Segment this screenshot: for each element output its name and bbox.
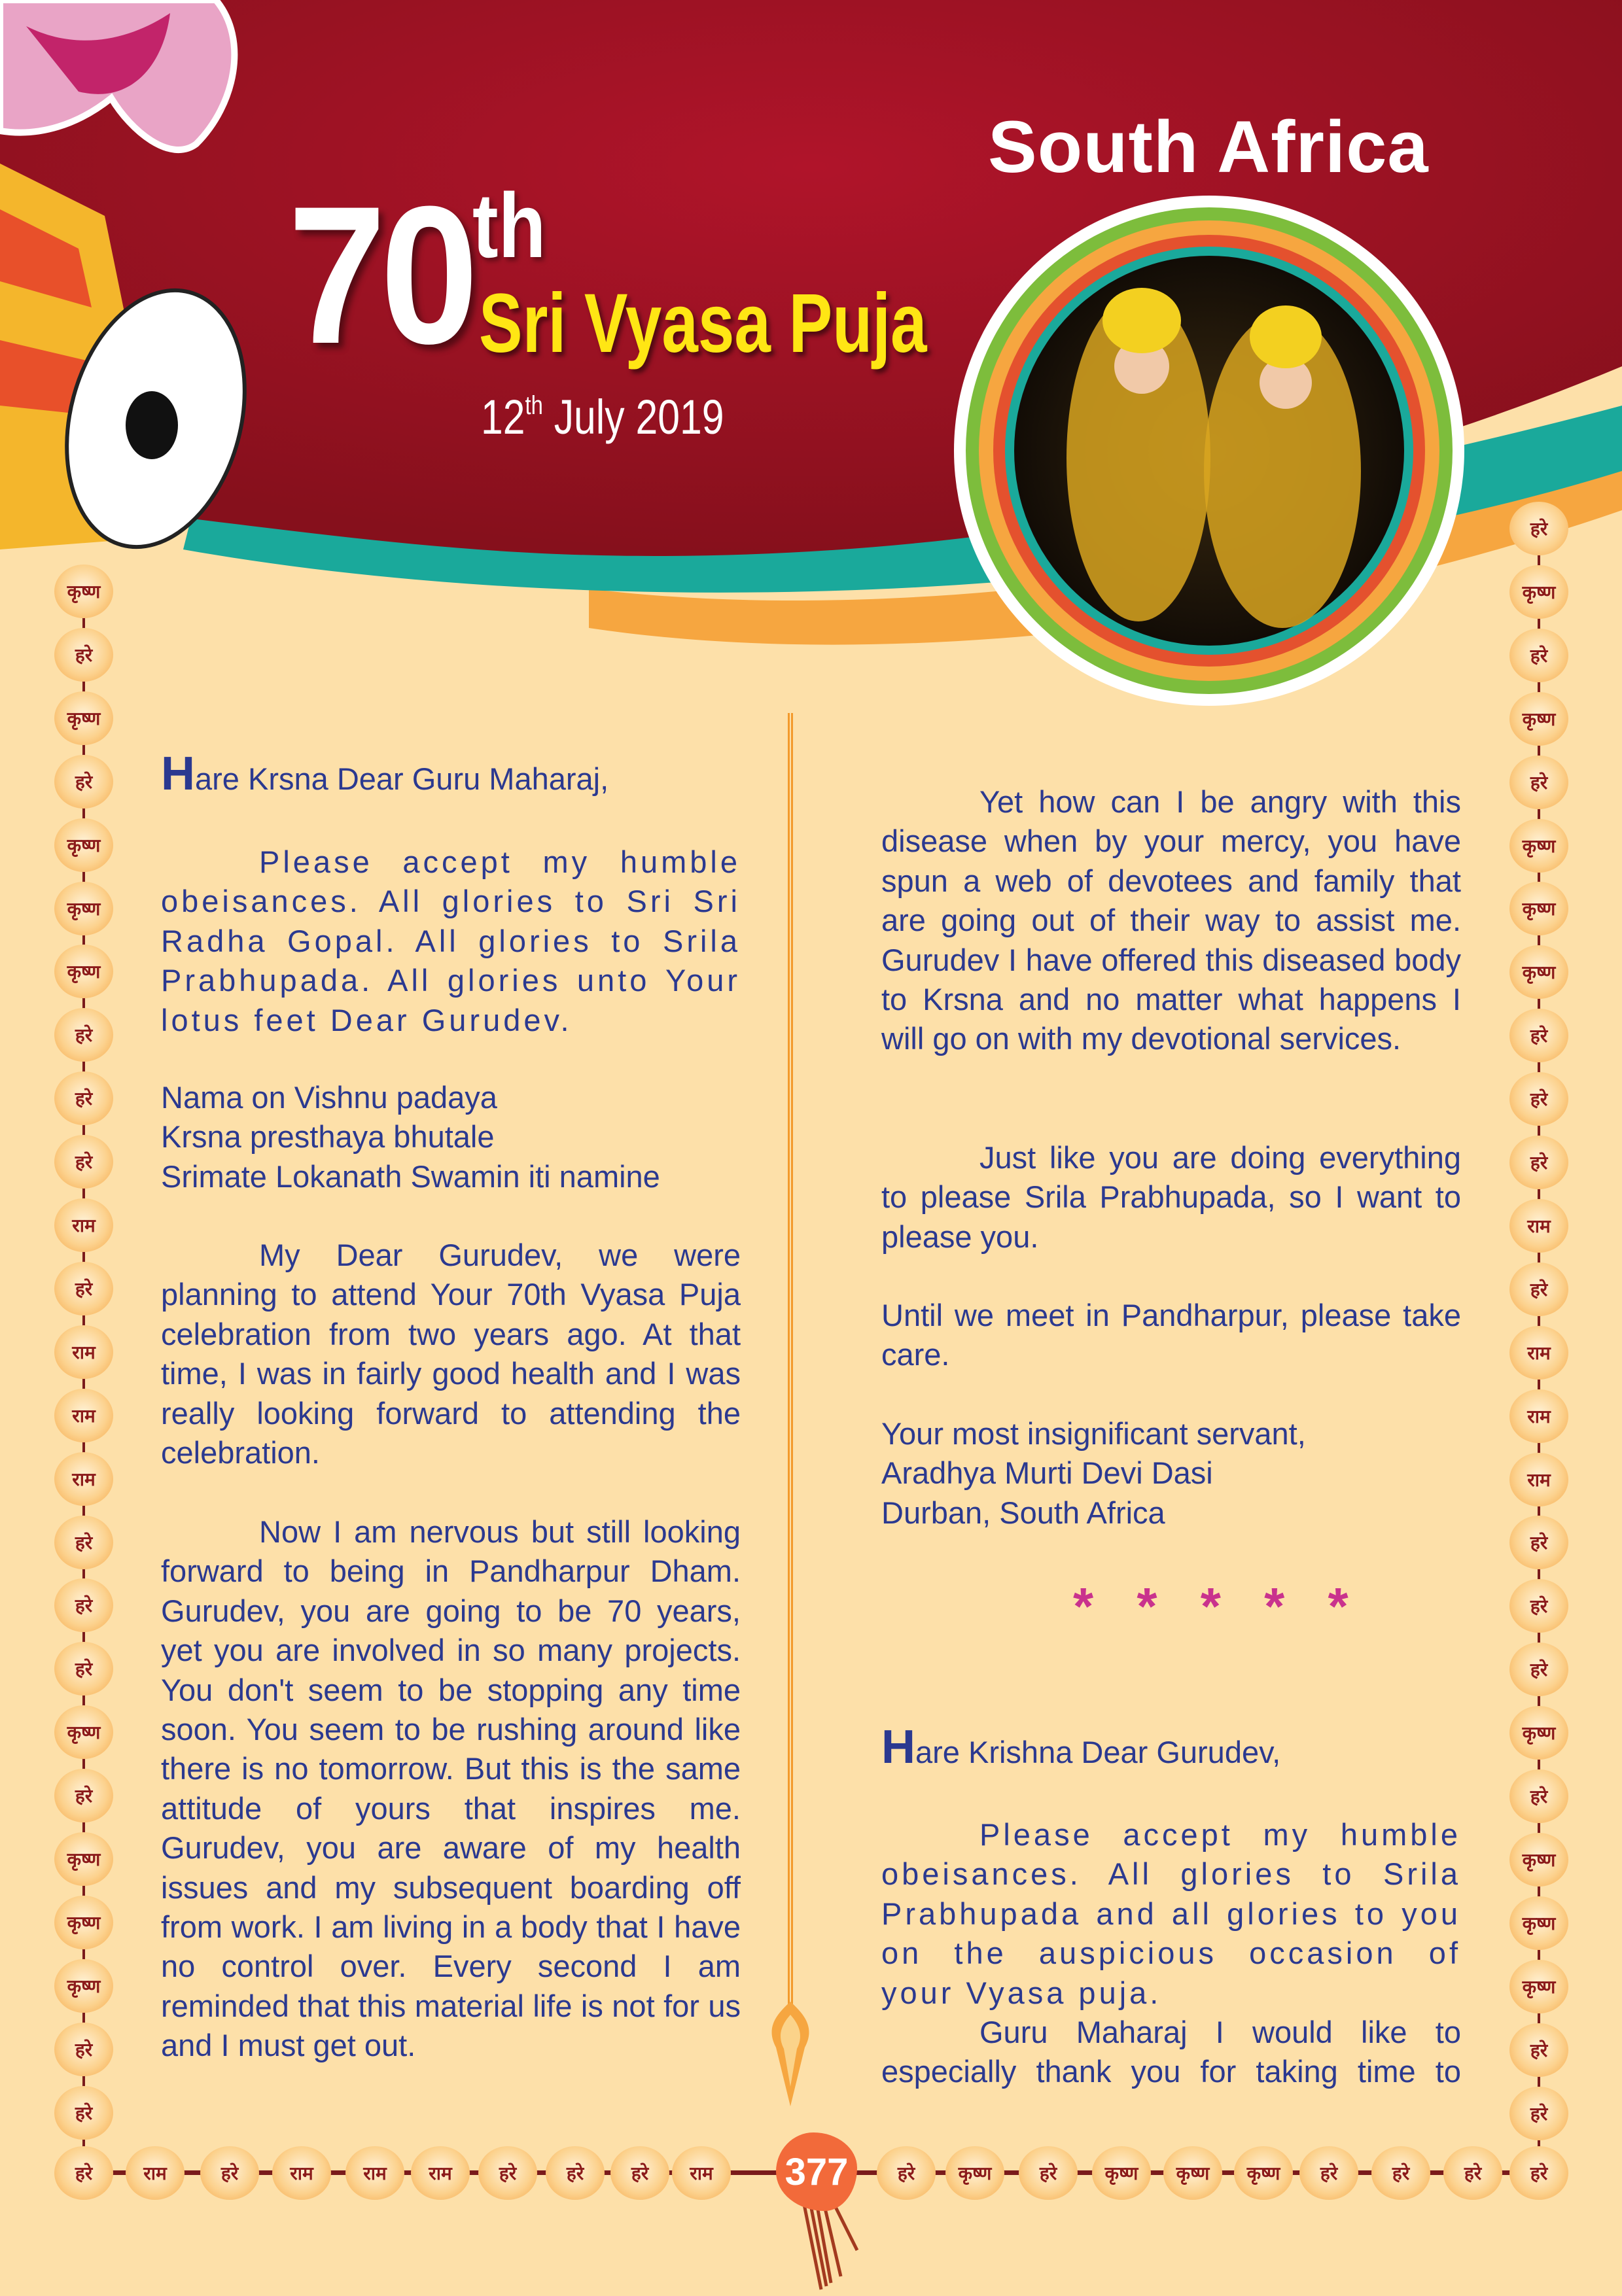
bead-left: हरे xyxy=(54,1262,113,1315)
bead-right: हरे xyxy=(1509,2023,1568,2077)
bead-right: हरे xyxy=(1509,1643,1568,1696)
bead-bottom: हरे xyxy=(1443,2146,1502,2200)
salutation-text: are Krishna Dear Gurudev, xyxy=(915,1735,1281,1769)
letter2-salutation xyxy=(881,1721,1461,1773)
letter1-paragraph: Until we meet in Pandharpur, please take care. xyxy=(881,1298,1461,1372)
bead-bottom: राम xyxy=(272,2146,331,2200)
bead-left: हरे xyxy=(54,1135,113,1189)
letter1-paragraph: Please accept my humble obeisances. All glories to Sri Sri Radha Gopal. All glories to Srila Prabhupada. All glories unto Your lotus feet Dear Gurudev. xyxy=(161,844,741,1037)
bead-bottom: हरे xyxy=(877,2146,936,2200)
bead-left: हरे xyxy=(54,2023,113,2076)
drop-initial: H xyxy=(881,1721,915,1773)
letter1-salutation xyxy=(161,748,741,800)
bead-bottom: कृष्ण xyxy=(1092,2146,1151,2200)
bead-left: कृष्ण xyxy=(54,565,113,618)
bead-right: कृष्ण xyxy=(1509,565,1568,619)
bead-bottom: हरे xyxy=(1371,2146,1430,2200)
salutation-text: are Krsna Dear Guru Maharaj, xyxy=(195,761,609,796)
bead-left: हरे xyxy=(54,755,113,809)
page-number: 377 xyxy=(776,2132,857,2211)
bead-bottom: हरे xyxy=(1299,2146,1358,2200)
bead-left: हरे xyxy=(54,1008,113,1062)
bead-right: हरे xyxy=(1509,1579,1568,1633)
bead-bottom: राम xyxy=(672,2146,731,2200)
bead-right: राम xyxy=(1509,1453,1568,1506)
bead-bottom: कृष्ण xyxy=(1163,2146,1222,2200)
event-title: Sri Vyasa Puja xyxy=(479,277,927,370)
deity-photo-frame xyxy=(954,196,1464,706)
bead-right: कृष्ण xyxy=(1509,819,1568,873)
bead-right: कृष्ण xyxy=(1509,692,1568,746)
drop-initial: H xyxy=(161,748,195,800)
bead-right: हरे xyxy=(1509,1136,1568,1189)
bead-right: कृष्ण xyxy=(1509,1960,1568,2013)
bead-right: कृष्ण xyxy=(1509,882,1568,935)
bead-right: हरे xyxy=(1509,2087,1568,2140)
bead-right: हरे xyxy=(1509,1072,1568,1126)
letter1-paragraph: Yet how can I be angry with this disease when by your mercy, you have spun a web of devotees and family that are going out of their way to assist me. Gurudev I have offered this diseased body to Krsna and no matter what happens I will go on with my devotional services. xyxy=(881,784,1461,1056)
bead-right: कृष्ण xyxy=(1509,1833,1568,1887)
edition-suffix: th xyxy=(472,174,546,277)
bead-bottom: राम xyxy=(411,2146,470,2200)
bead-bottom: हरे xyxy=(478,2146,537,2200)
bead-bottom: हरे xyxy=(610,2146,669,2200)
bead-bottom: हरे xyxy=(54,2146,113,2200)
bead-left: हरे xyxy=(54,1516,113,1569)
bead-right: हरे xyxy=(1509,502,1568,555)
bead-left: कृष्ण xyxy=(54,1959,113,2013)
letter1-paragraph: Just like you are doing everything to please Srila Prabhupada, so I want to please you. xyxy=(881,1140,1461,1254)
letter2-paragraph: Please accept my humble obeisances. All glories to Srila Prabhupada and all glories to you on the auspicious occasion of your Vyasa puja. xyxy=(881,1817,1461,2010)
bead-left: हरे xyxy=(54,1769,113,1822)
letter2-paragraph: Guru Maharaj I would like to especially thank you for taking time to xyxy=(881,2015,1461,2089)
bead-right: हरे xyxy=(1509,1769,1568,1823)
bead-bottom: हरे xyxy=(546,2146,605,2200)
bead-right: कृष्ण xyxy=(1509,1896,1568,1950)
edition-number: 70 xyxy=(288,165,473,385)
column-divider xyxy=(788,713,793,2015)
bead-right: कृष्ण xyxy=(1509,945,1568,999)
bead-left: हरे xyxy=(54,1578,113,1632)
bead-left: कृष्ण xyxy=(54,818,113,872)
letter1-paragraph: My Dear Gurudev, we were planning to attend Your 70th Vyasa Puja celebration from two years ago. At that time, I was in fairly good health and I was really looking forward to attending the celebration. xyxy=(161,1238,741,1470)
bead-left: हरे xyxy=(54,1071,113,1125)
bead-bottom: कृष्ण xyxy=(1234,2146,1293,2200)
letter1-verse: Nama on Vishnu padaya Krsna presthaya bhutale Srimate Lokanath Swamin iti namine xyxy=(161,1080,660,1194)
bead-left: कृष्ण xyxy=(54,1705,113,1759)
bead-bottom: हरे xyxy=(200,2146,259,2200)
bead-right: हरे xyxy=(1509,756,1568,809)
bead-bottom: कृष्ण xyxy=(945,2146,1004,2200)
bead-left: राम xyxy=(54,1325,113,1379)
bead-left: राम xyxy=(54,1389,113,1442)
bead-left: हरे xyxy=(54,628,113,682)
bead-left: हरे xyxy=(54,2086,113,2140)
bead-left: कृष्ण xyxy=(54,1896,113,1949)
bead-left: हरे xyxy=(54,1642,113,1696)
bead-right: हरे xyxy=(1509,1516,1568,1569)
bead-bottom: हरे xyxy=(1509,2146,1568,2200)
bead-left: कृष्ण xyxy=(54,882,113,935)
bead-left: कृष्ण xyxy=(54,1832,113,1886)
date-month-year: July 2019 xyxy=(542,390,724,444)
bead-bottom: राम xyxy=(345,2146,404,2200)
date-day: 12 xyxy=(481,390,525,444)
letter1-paragraph: Now I am nervous but still looking forward to being in Pandharpur Dham. Gurudev, you are going to be 70 years, yet you are involved in so many projects. You don't seem to be stopping any time soon. You seem to be rushing around like there is no tomorrow. But this is the same attitude of yours that inspires me. Gurudev, you are aware of my health issues and my subsequent boarding off from work. I am living in a body that I have no control over. Every second I am reminded that this material life is not for us and I must get out. xyxy=(161,1514,741,2063)
region-title: South Africa xyxy=(988,106,1429,188)
bead-right: कृष्ण xyxy=(1509,1706,1568,1760)
bead-left: राम xyxy=(54,1452,113,1506)
bead-right: राम xyxy=(1509,1199,1568,1253)
bead-left: कृष्ण xyxy=(54,945,113,998)
bead-right: हरे xyxy=(1509,629,1568,682)
bead-right: हरे xyxy=(1509,1262,1568,1316)
bead-bottom: राम xyxy=(126,2146,185,2200)
bead-bottom: हरे xyxy=(1019,2146,1078,2200)
pendant-ornament xyxy=(766,2002,815,2106)
separator-stars: * * * * * xyxy=(1073,1577,1363,1635)
event-date xyxy=(481,379,724,444)
bead-right: राम xyxy=(1509,1389,1568,1443)
letter1-signature: Your most insignificant servant, Aradhya Murti Devi Dasi Durban, South Africa xyxy=(881,1416,1306,1530)
bead-left: राम xyxy=(54,1198,113,1252)
bead-right: राम xyxy=(1509,1326,1568,1380)
bead-right: हरे xyxy=(1509,1009,1568,1062)
bead-left: कृष्ण xyxy=(54,691,113,745)
date-suffix: th xyxy=(525,391,543,420)
